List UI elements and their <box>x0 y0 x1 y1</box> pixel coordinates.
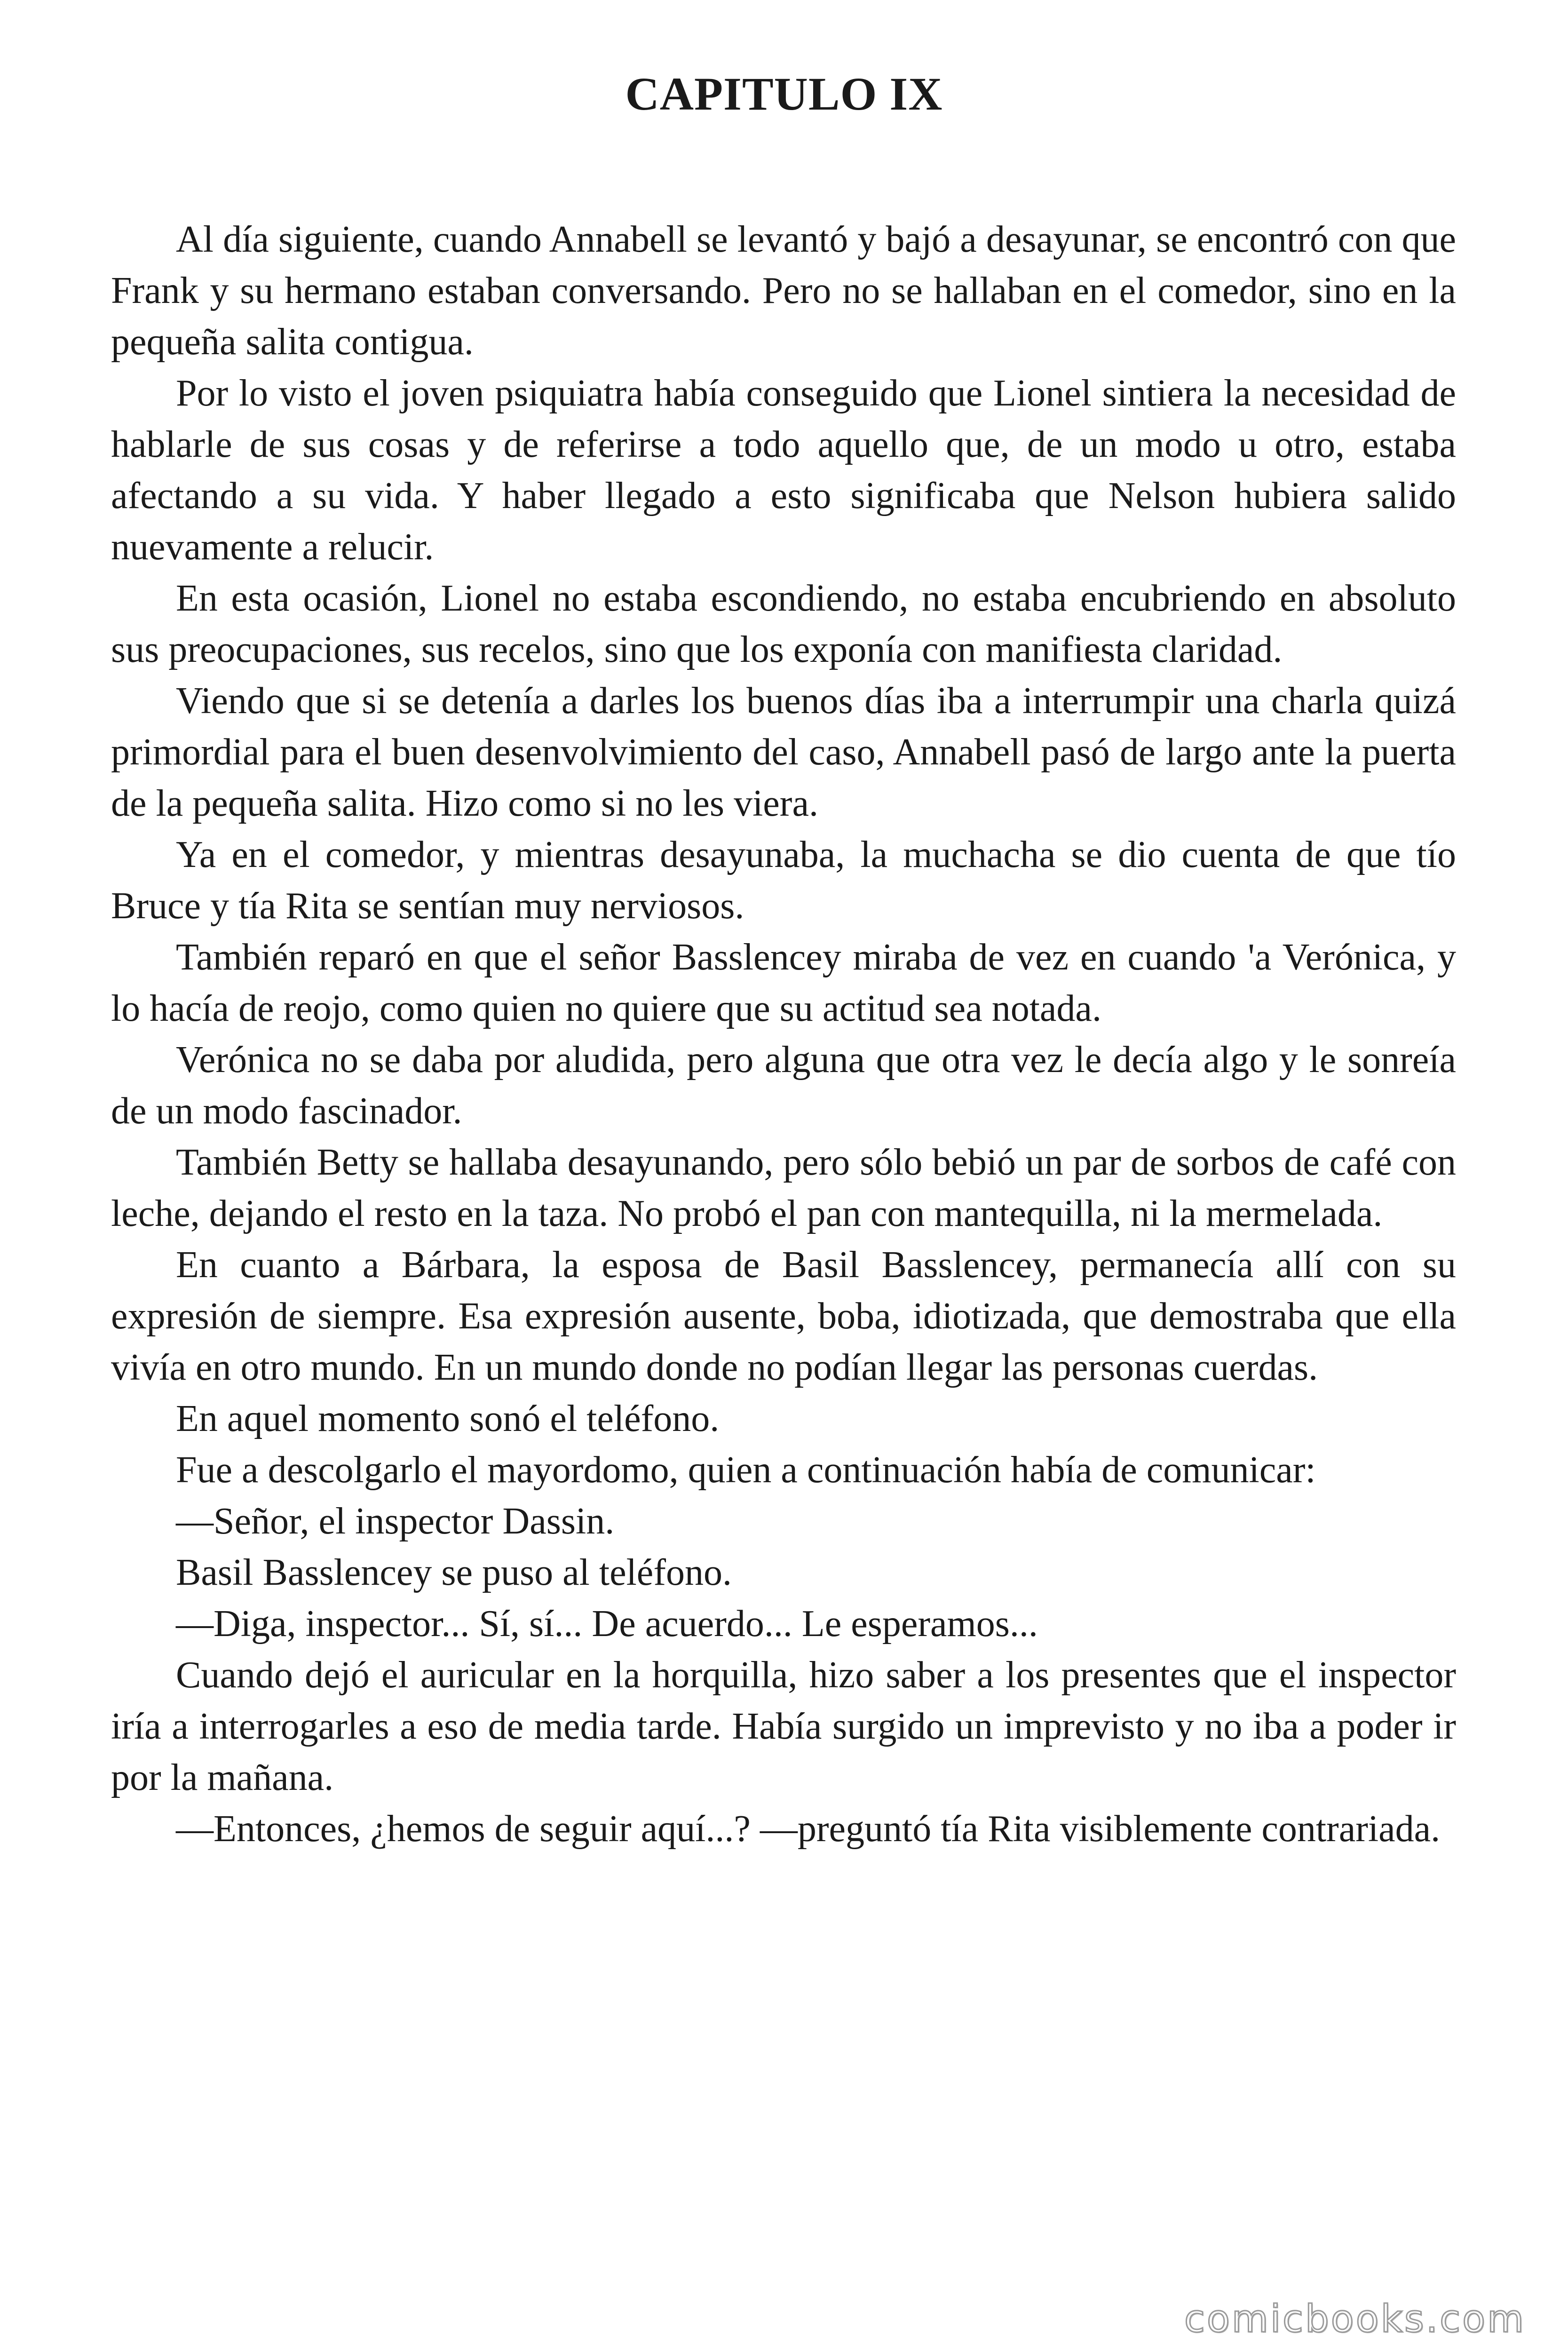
paragraph: Basil Basslencey se puso al teléfono. <box>176 1552 732 1593</box>
paragraph: —Entonces, ¿hemos de seguir aquí...? —preguntó tía Rita visiblemente contrariada. <box>176 1808 1441 1850</box>
paragraph: Fue a descolgarlo el mayordomo, quien a continuación había de comunicar: <box>176 1449 1316 1491</box>
paragraph: En aquel momento sonó el teléfono. <box>176 1398 720 1439</box>
paragraph: Verónica no se daba por aludida, pero alguna que otra vez le decía algo y le sonreía de un modo fascinador. <box>111 1039 1456 1132</box>
chapter-body <box>111 214 1456 1855</box>
paragraph: Cuando dejó el auricular en la horquilla, hizo saber a los presentes que el inspector iría a interrogarles a eso de media tarde. Había surgido un imprevisto y no iba a poder ir por la mañana. <box>111 1654 1456 1798</box>
paragraph: Al día siguiente, cuando Annabell se levantó y bajó a desayunar, se encontró con que Frank y su hermano estaban conversando. Pero no se hallaban en el comedor, sino en la pequeña salita contigua. <box>111 219 1456 363</box>
paragraph: —Señor, el inspector Dassin. <box>176 1501 615 1542</box>
paragraph: Viendo que si se detenía a darles los buenos días iba a interrumpir una charla quizá primordial para el buen desenvolvimiento del caso, Annabell pasó de largo ante la puerta de la pequeña salita. Hizo como si no les viera. <box>111 680 1456 824</box>
watermark: comicbooks.com <box>1184 2297 1526 2341</box>
paragraph: Por lo visto el joven psiquiatra había conseguido que Lionel sintiera la necesidad de hablarle de sus cosas y de referirse a todo aquello que, de un modo u otro, estaba afectando a su vida. Y haber llegado a esto significaba que Nelson hubiera salido nuevamente a relucir. <box>111 373 1456 568</box>
paragraph: También reparó en que el señor Basslencey miraba de vez en cuando 'a Verónica, y lo hacía de reojo, como quien no quiere que su actitud sea notada. <box>111 937 1456 1029</box>
chapter-title: CAPITULO IX <box>625 68 943 120</box>
paragraph: Ya en el comedor, y mientras desayunaba, la muchacha se dio cuenta de que tío Bruce y tía Rita se sentían muy nerviosos. <box>111 834 1456 927</box>
paragraph: También Betty se hallaba desayunando, pero sólo bebió un par de sorbos de café con leche, dejando el resto en la taza. No probó el pan con mantequilla, ni la mermelada. <box>111 1142 1456 1234</box>
paragraph: —Diga, inspector... Sí, sí... De acuerdo... Le esperamos... <box>176 1603 1038 1645</box>
paragraph: En esta ocasión, Lionel no estaba escondiendo, no estaba encubriendo en absoluto sus preocupaciones, sus recelos, sino que los exponía con manifiesta claridad. <box>111 578 1456 670</box>
paragraph: En cuanto a Bárbara, la esposa de Basil Basslencey, permanecía allí con su expresión de siempre. Esa expresión ausente, boba, idiotizada, que demostraba que ella vivía en otro mundo. En un mundo donde no podían llegar las personas cuerdas. <box>111 1244 1456 1388</box>
